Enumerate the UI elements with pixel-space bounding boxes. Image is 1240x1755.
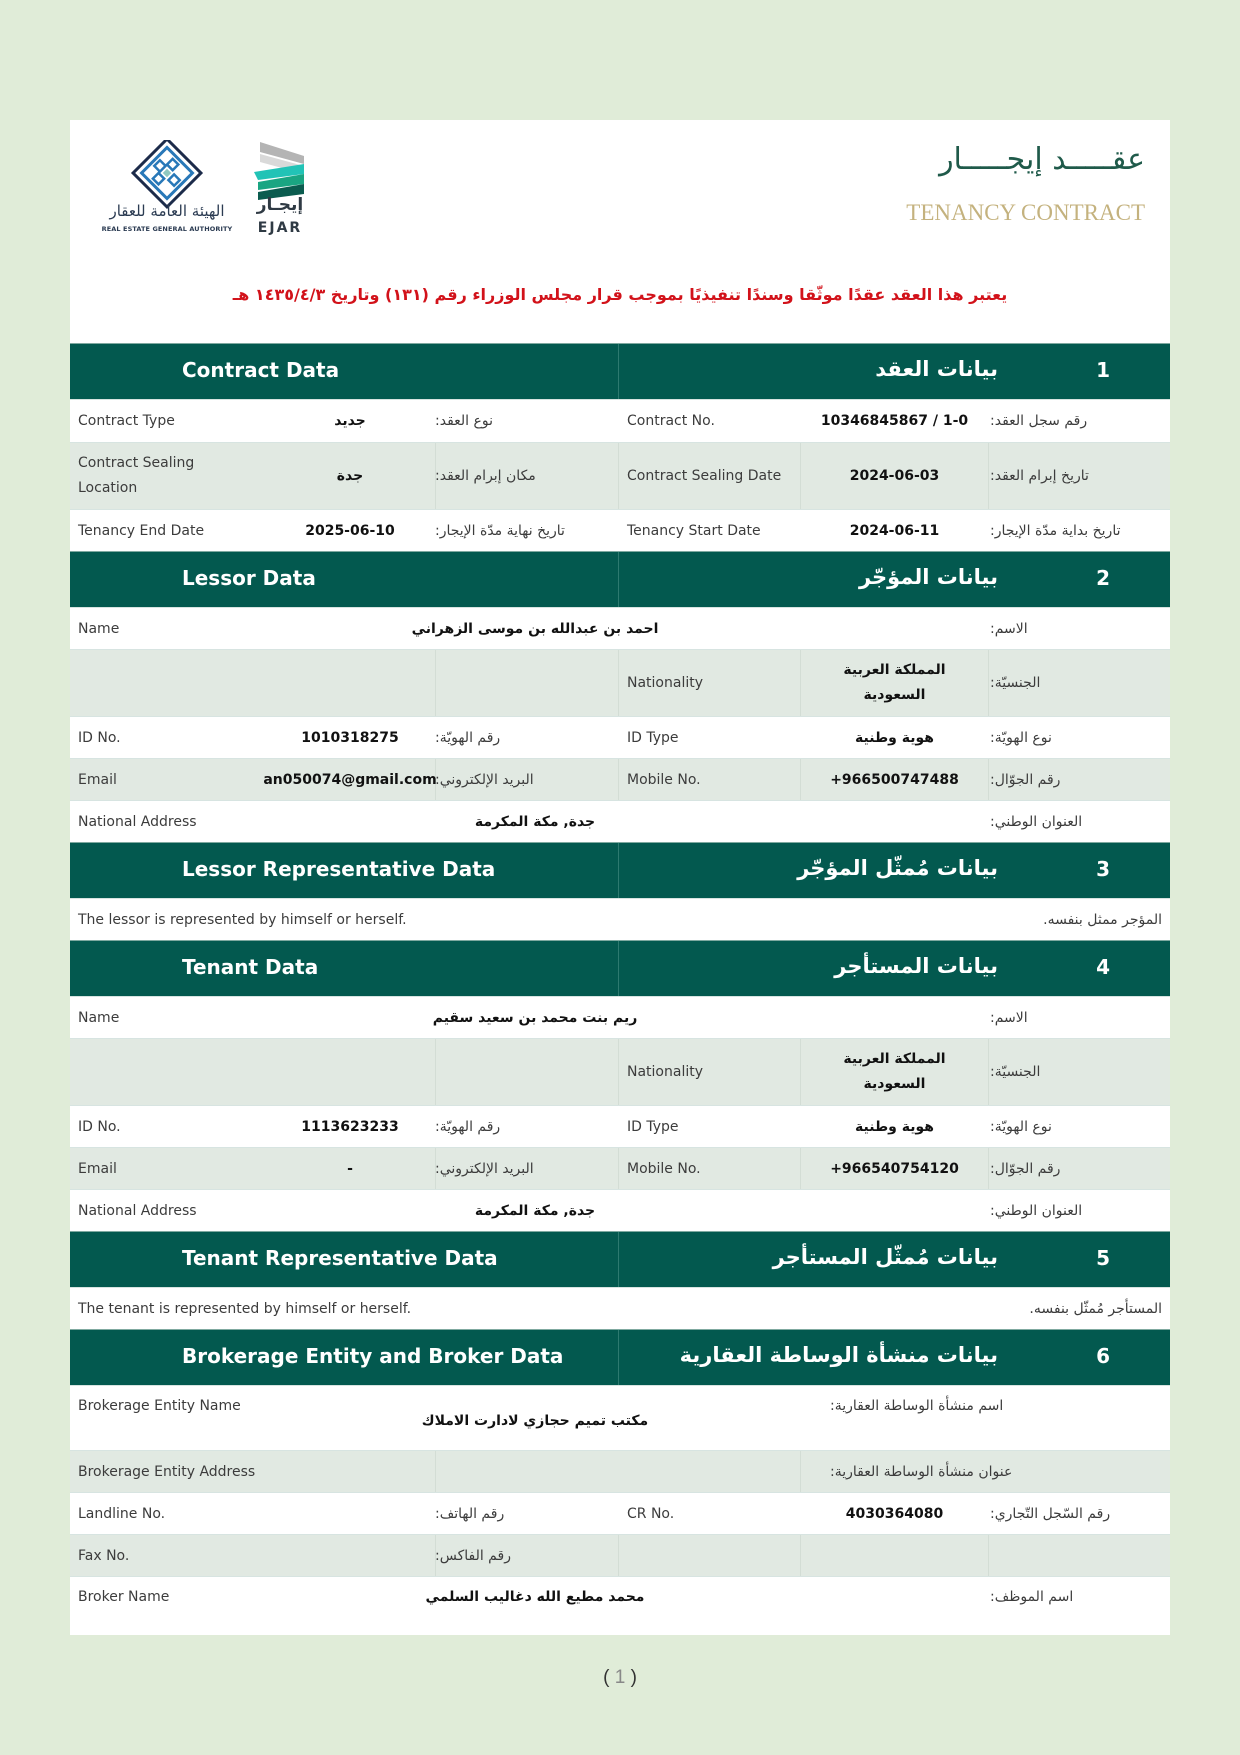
label-ar: تاريخ نهاية مدّة الإيجار: <box>435 522 565 539</box>
table-row <box>70 1147 1170 1189</box>
cell-divider <box>618 650 619 716</box>
value: هوية وطنية <box>855 729 934 746</box>
label-ar: رقم سجل العقد: <box>990 413 1088 429</box>
cell-divider <box>988 443 989 509</box>
table-row <box>70 716 1170 758</box>
value: جدة, مكة المكرمة <box>474 1202 596 1219</box>
label-ar: تاريخ بداية مدّة الإيجار: <box>990 522 1121 539</box>
section-title-en: Tenant Data <box>182 955 319 979</box>
label-en: Broker Name <box>78 1589 170 1605</box>
label-en-line: Location <box>78 480 138 496</box>
section-header-brokerage <box>70 1329 1170 1385</box>
label-ar: اسم الموظف: <box>990 1589 1074 1605</box>
ejar-logo-text-ar: إيجـار <box>256 195 304 215</box>
table-row <box>70 649 1170 716</box>
value: احمد بن عبدالله بن موسى الزهراني <box>411 620 659 637</box>
table-row <box>70 1385 1170 1450</box>
header-divider <box>618 941 619 996</box>
label-en: Tenancy End Date <box>78 522 205 539</box>
value: ريم بنت محمد بن سعيد سقيم <box>432 1009 638 1026</box>
value-line: السعودية <box>863 687 926 703</box>
label-ar: نوع الهويّة: <box>990 729 1052 746</box>
section-title-en: Brokerage Entity and Broker Data <box>182 1344 564 1368</box>
label-en: Fax No. <box>78 1547 130 1564</box>
table-row <box>70 1287 1170 1329</box>
value: +966540754120 <box>830 1160 959 1177</box>
rega-logo-text-ar: الهيئة العامة للعقار <box>109 202 225 220</box>
label-en: Email <box>78 771 117 788</box>
header-divider <box>618 552 619 607</box>
label-ar: البريد الإلكتروني: <box>435 771 534 788</box>
section-number: 1 <box>1096 358 1110 382</box>
value: مكتب تميم حجازي لادارت الاملاك <box>421 1413 649 1429</box>
label-en: Brokerage Entity Address <box>78 1463 256 1480</box>
cell-divider <box>618 1148 619 1189</box>
label-ar: رقم الفاكس: <box>435 1547 511 1564</box>
label-en: National Address <box>78 1202 197 1219</box>
section-title-en: Tenant Representative Data <box>182 1246 498 1270</box>
value: - <box>347 1160 353 1177</box>
table-row <box>70 898 1170 940</box>
label-en: Nationality <box>627 675 704 691</box>
label-en: ID No. <box>78 729 121 746</box>
table-row <box>70 758 1170 800</box>
label-ar: نوع الهويّة: <box>990 1118 1052 1135</box>
document-title-en: TENANCY CONTRACT <box>906 200 1145 225</box>
value: هوية وطنية <box>855 1118 934 1135</box>
label-ar: العنوان الوطني: <box>990 1202 1083 1219</box>
header-divider <box>618 1330 619 1385</box>
cell-divider <box>800 1451 801 1492</box>
section-title-en: Lessor Data <box>182 566 316 590</box>
value: جدة, مكة المكرمة <box>474 813 596 830</box>
label-ar: عنوان منشأة الوساطة العقارية: <box>830 1463 1013 1480</box>
table-row <box>70 1450 1170 1492</box>
section-header-tenant <box>70 940 1170 996</box>
label-ar: رقم الهويّة: <box>435 729 501 746</box>
table-row <box>70 800 1170 842</box>
cell-divider <box>618 1039 619 1105</box>
value-line: المملكة العربية <box>843 1051 946 1067</box>
label-en: Email <box>78 1160 117 1177</box>
header-divider <box>618 1232 619 1287</box>
label-ar: مكان إبرام العقد: <box>435 468 536 484</box>
table-row <box>70 1492 1170 1534</box>
label-ar: الجنسيّة: <box>990 1064 1041 1080</box>
contract-page <box>70 120 1170 1635</box>
page-number-close: ) <box>630 1667 637 1688</box>
section-number: 5 <box>1096 1246 1110 1270</box>
label-en: Contract Type <box>78 413 175 429</box>
section-title-ar: بيانات مُمثّل المؤجّر <box>797 856 998 880</box>
label-en: Mobile No. <box>627 771 701 788</box>
legal-notice: يعتبر هذا العقد عقدًا موثّقا وسندًا تنفيذيًا بموجب قرار مجلس الوزراء رقم (١٣١) وتاريخ ١٤٣٥/٤/٣ هـ <box>232 285 1008 304</box>
cell-divider <box>435 1039 436 1105</box>
section-title-en: Lessor Representative Data <box>182 857 496 881</box>
label-ar: البريد الإلكتروني: <box>435 1160 534 1177</box>
label-ar: رقم الجوّال: <box>990 771 1061 788</box>
label-en-line: Contract Sealing <box>78 455 195 471</box>
label-ar: رقم السّجل التّجاري: <box>990 1505 1111 1522</box>
document-title-ar: عقـــــد إيجـــــار <box>939 142 1145 177</box>
label-en: National Address <box>78 813 197 830</box>
value: 4030364080 <box>845 1505 944 1522</box>
label-en: ID Type <box>627 1118 679 1135</box>
cell-divider <box>988 1535 989 1576</box>
cell-divider <box>988 1148 989 1189</box>
section-header-tenant-rep <box>70 1231 1170 1287</box>
value: 1113623233 <box>301 1118 399 1135</box>
table-row <box>70 1038 1170 1105</box>
label-ar: الاسم: <box>990 1009 1028 1026</box>
section-header-lessor <box>70 551 1170 607</box>
value-line: السعودية <box>863 1076 926 1092</box>
section-title-ar: بيانات المستأجر <box>834 954 998 978</box>
section-number: 3 <box>1096 857 1110 881</box>
section-header-contract <box>70 343 1170 399</box>
cell-divider <box>988 650 989 716</box>
table-row <box>70 1105 1170 1147</box>
value: +966500747488 <box>830 771 959 788</box>
table-row <box>70 509 1170 551</box>
label-en: Contract No. <box>627 413 715 429</box>
label-ar: العنوان الوطني: <box>990 813 1083 830</box>
cell-divider <box>618 443 619 509</box>
logos <box>92 140 322 240</box>
cell-divider <box>435 1451 436 1492</box>
representation-text-ar: المستأجر مُمثّل بنفسه. <box>1029 1300 1162 1317</box>
label-en: Tenancy Start Date <box>627 522 761 539</box>
label-en: CR No. <box>627 1505 675 1522</box>
section-title-ar: بيانات المؤجّر <box>858 565 998 589</box>
table-row <box>70 996 1170 1038</box>
page-number-value: 1 <box>614 1667 626 1688</box>
label-ar: رقم الهاتف: <box>435 1505 505 1522</box>
representation-text-en: The lessor is represented by himself or herself. <box>78 911 407 928</box>
label-ar: رقم الجوّال: <box>990 1160 1061 1177</box>
page-number-open: ( <box>603 1667 610 1688</box>
label-en: ID Type <box>627 729 679 746</box>
section-title-en: Contract Data <box>182 358 340 382</box>
value: 2024-06-11 <box>849 522 940 539</box>
cell-divider <box>618 1535 619 1576</box>
cell-divider <box>988 759 989 800</box>
label-en: Contract Sealing Date <box>627 468 782 484</box>
contract-table <box>70 343 1170 1635</box>
table-row <box>70 442 1170 509</box>
table-row <box>70 1189 1170 1231</box>
table-row <box>70 1576 1170 1635</box>
cell-divider <box>618 759 619 800</box>
table-row <box>70 399 1170 442</box>
label-ar: الاسم: <box>990 620 1028 637</box>
value: 10346845867 / 1-0 <box>820 413 969 429</box>
value: 2024-06-03 <box>849 468 940 484</box>
value: جديد <box>334 413 366 429</box>
value <box>802 650 987 716</box>
section-title-ar: بيانات منشأة الوساطة العقارية <box>679 1343 998 1367</box>
value: 2025-06-10 <box>305 522 395 539</box>
label-en: Mobile No. <box>627 1160 701 1177</box>
table-row <box>70 607 1170 649</box>
table-row <box>70 1534 1170 1576</box>
section-title-ar: بيانات العقد <box>875 357 998 381</box>
cell-divider <box>435 650 436 716</box>
section-header-lessor-rep <box>70 842 1170 898</box>
value: an050074@gmail.com <box>263 771 437 788</box>
label-en: Name <box>78 620 120 637</box>
section-title-ar: بيانات مُمثّل المستأجر <box>772 1245 998 1269</box>
rega-logo-text-en: REAL ESTATE GENERAL AUTHORITY <box>101 225 233 233</box>
label-ar: تاريخ إبرام العقد: <box>990 468 1089 484</box>
label-en: Nationality <box>627 1064 704 1080</box>
representation-text-en: The tenant is represented by himself or herself. <box>78 1300 412 1317</box>
label-en: Name <box>78 1009 120 1026</box>
section-number: 6 <box>1096 1344 1110 1368</box>
label-ar: نوع العقد: <box>435 413 493 429</box>
value: جدة <box>336 468 364 484</box>
label-en: Landline No. <box>78 1505 166 1522</box>
label-en <box>78 443 268 509</box>
label-en: Brokerage Entity Name <box>78 1398 241 1414</box>
cell-divider <box>988 1039 989 1105</box>
cell-divider <box>800 1535 801 1576</box>
value-line: المملكة العربية <box>843 662 946 678</box>
label-ar: اسم منشأة الوساطة العقارية: <box>830 1398 1004 1414</box>
value: محمد مطيع الله دغاليب السلمي <box>425 1589 645 1605</box>
section-number: 2 <box>1096 566 1110 590</box>
section-number: 4 <box>1096 955 1110 979</box>
page-number <box>0 1667 1240 1689</box>
ejar-logo-text-en: EJAR <box>257 220 303 236</box>
representation-text-ar: المؤجر ممثل بنفسه. <box>1043 911 1162 928</box>
header-divider <box>618 344 619 399</box>
value <box>802 1039 987 1105</box>
header-divider <box>618 843 619 898</box>
value: 1010318275 <box>301 729 399 746</box>
label-ar: الجنسيّة: <box>990 675 1041 691</box>
label-ar: رقم الهويّة: <box>435 1118 501 1135</box>
label-en: ID No. <box>78 1118 121 1135</box>
